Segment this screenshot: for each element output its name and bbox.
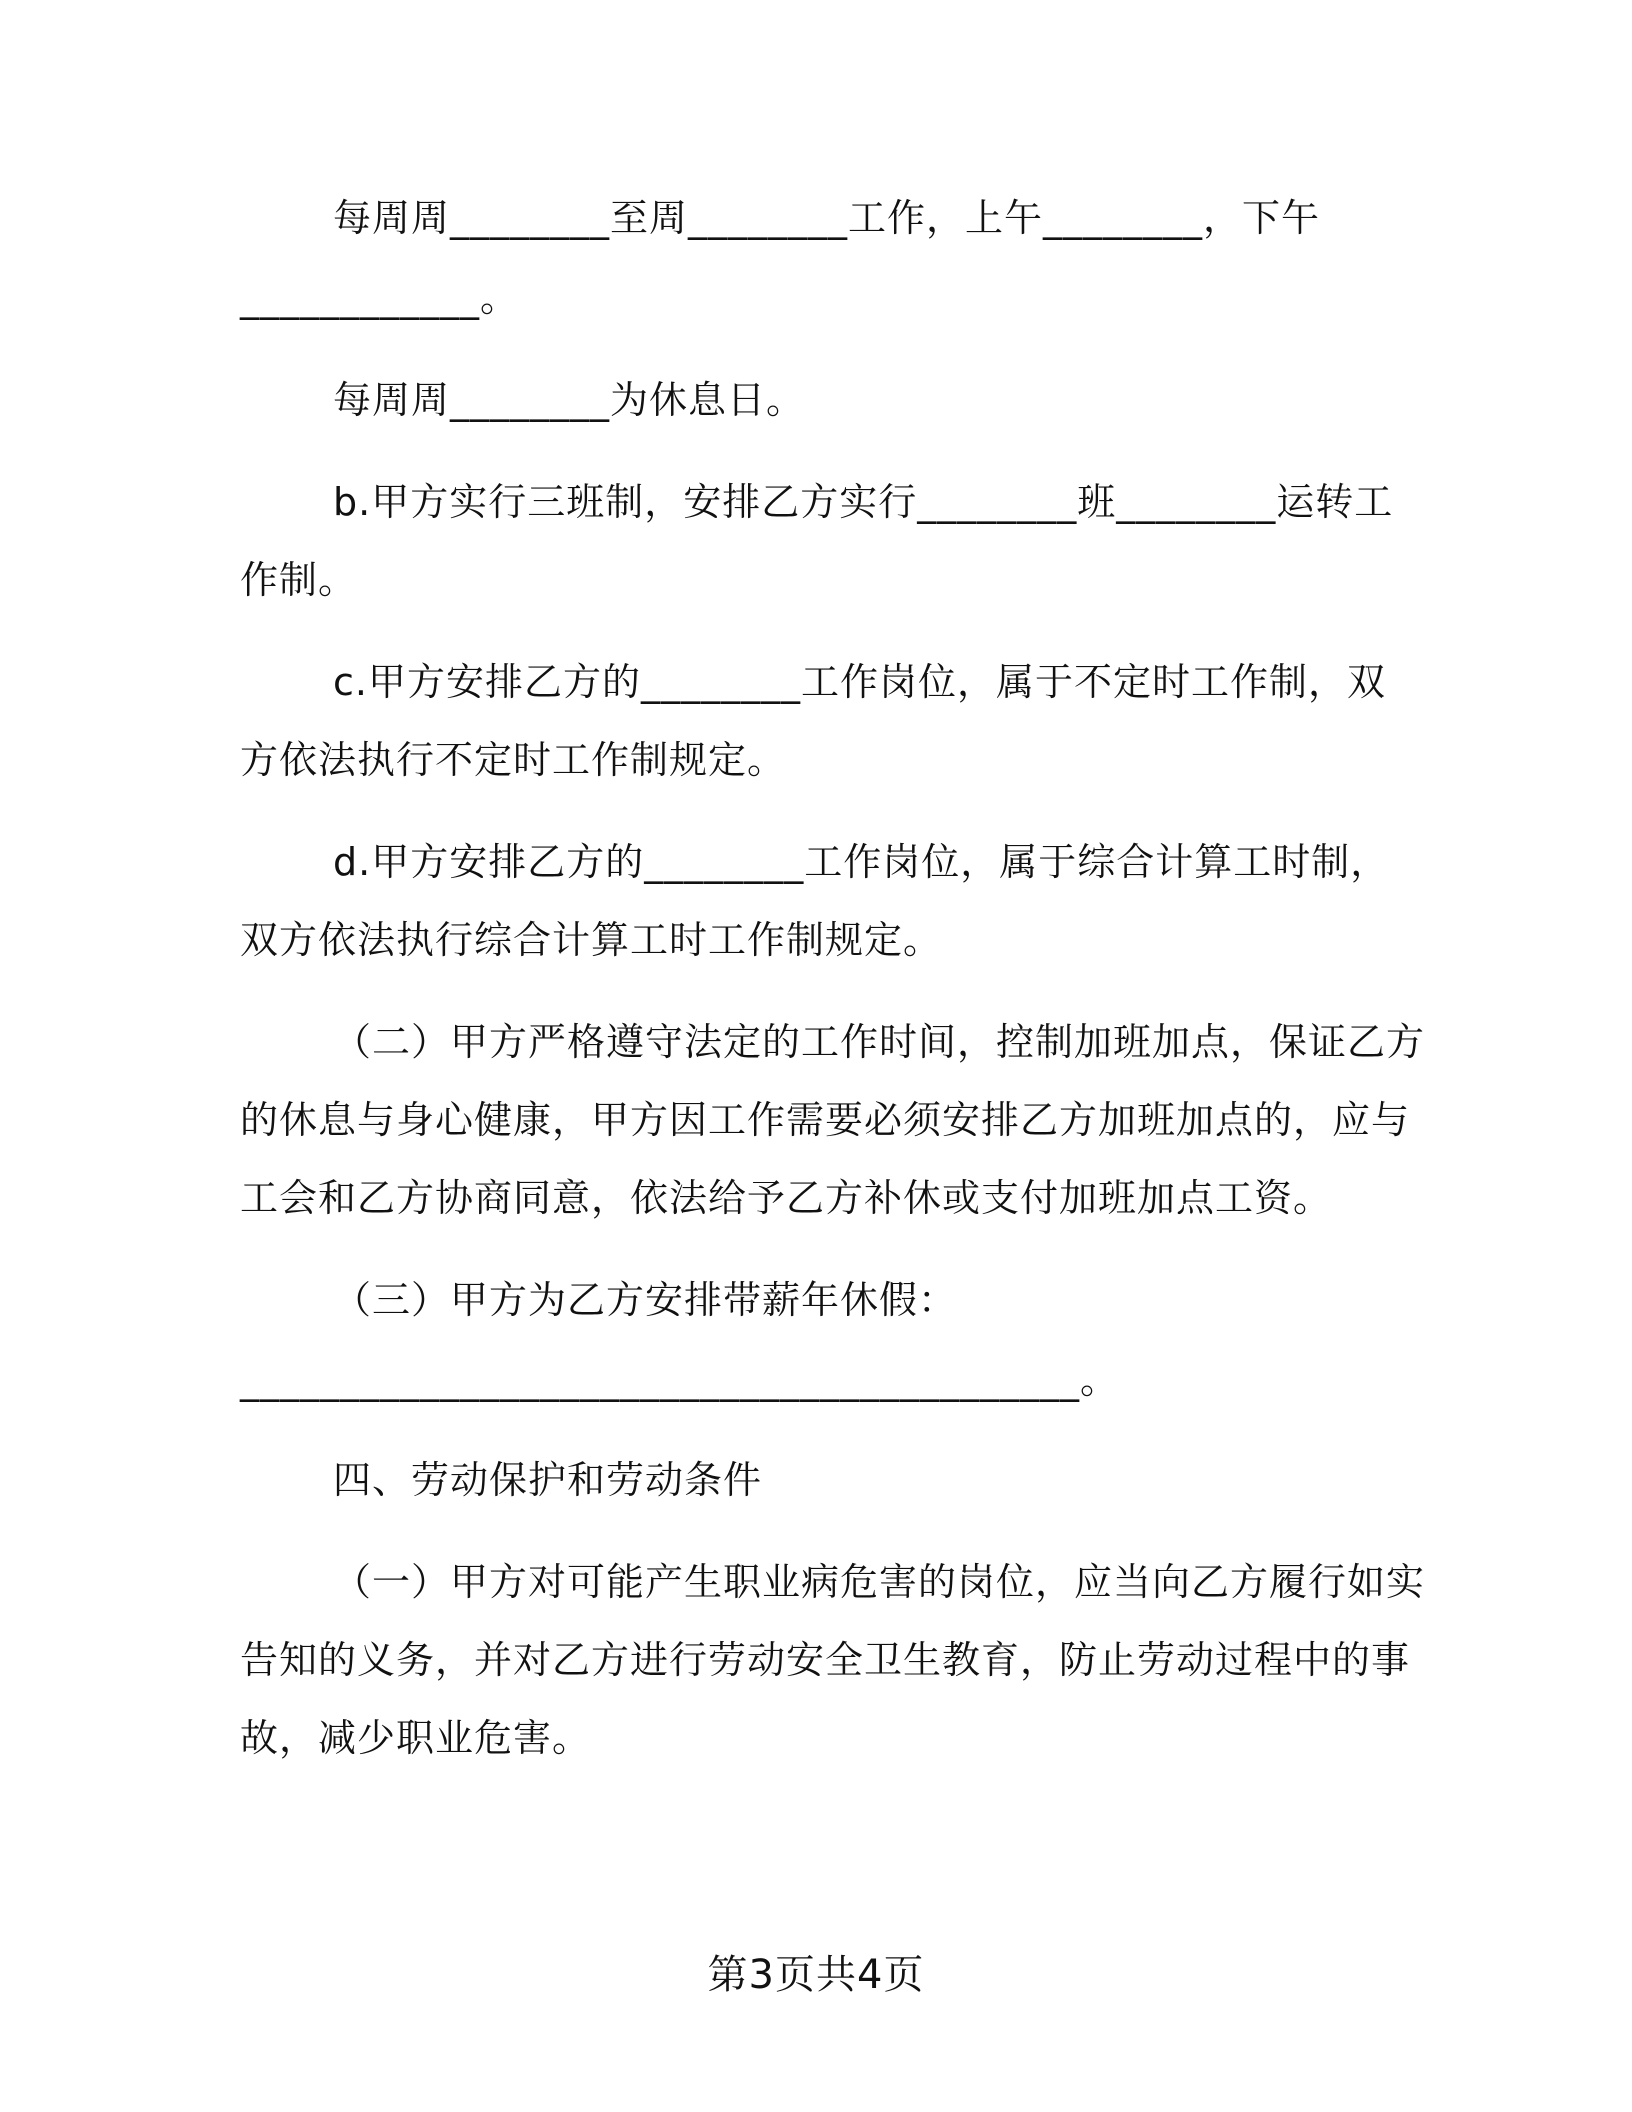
section-one-line: （一）甲方对可能产生职业病危害的岗位，应当向乙方履行如实 <box>333 1560 1426 1604</box>
clause-c-line: c.甲方安排乙方的________工作岗位，属于不定时工作制，双 <box>333 660 1386 704</box>
section-two-line: （二）甲方严格遵守法定的工作时间，控制加班加点，保证乙方 <box>333 1020 1426 1064</box>
rest-day-line: 每周周________为休息日。 <box>333 378 806 422</box>
section-two-line-cont: 的休息与身心健康，甲方因工作需要必须安排乙方加班加点的，应与 <box>240 1098 1411 1142</box>
clause-d-line: d.甲方安排乙方的________工作岗位，属于综合计算工时制， <box>333 840 1390 884</box>
section-three-blank-line: __________________________________________。 <box>240 1358 1120 1402</box>
clause-d-line-cont: 双方依法执行综合计算工时工作制规定。 <box>240 918 943 962</box>
work-schedule-line-cont: ____________。 <box>240 276 520 320</box>
section-one-line-cont: 故，减少职业危害。 <box>240 1716 592 1760</box>
section-heading: 四、劳动保护和劳动条件 <box>333 1458 763 1502</box>
clause-b-line-cont: 作制。 <box>240 558 358 602</box>
clause-c-line-cont: 方依法执行不定时工作制规定。 <box>240 738 787 782</box>
clause-b-line: b.甲方实行三班制，安排乙方实行________班________运转工 <box>333 480 1394 524</box>
work-schedule-line: 每周周________至周________工作，上午________，下午 <box>333 196 1321 240</box>
section-two-line-cont: 工会和乙方协商同意，依法给予乙方补休或支付加班加点工资。 <box>240 1176 1333 1220</box>
section-three-line: （三）甲方为乙方安排带薪年休假： <box>333 1278 958 1322</box>
section-one-line-cont: 告知的义务，并对乙方进行劳动安全卫生教育，防止劳动过程中的事 <box>240 1638 1411 1682</box>
page-number: 第3页共4页 <box>707 1952 925 1998</box>
